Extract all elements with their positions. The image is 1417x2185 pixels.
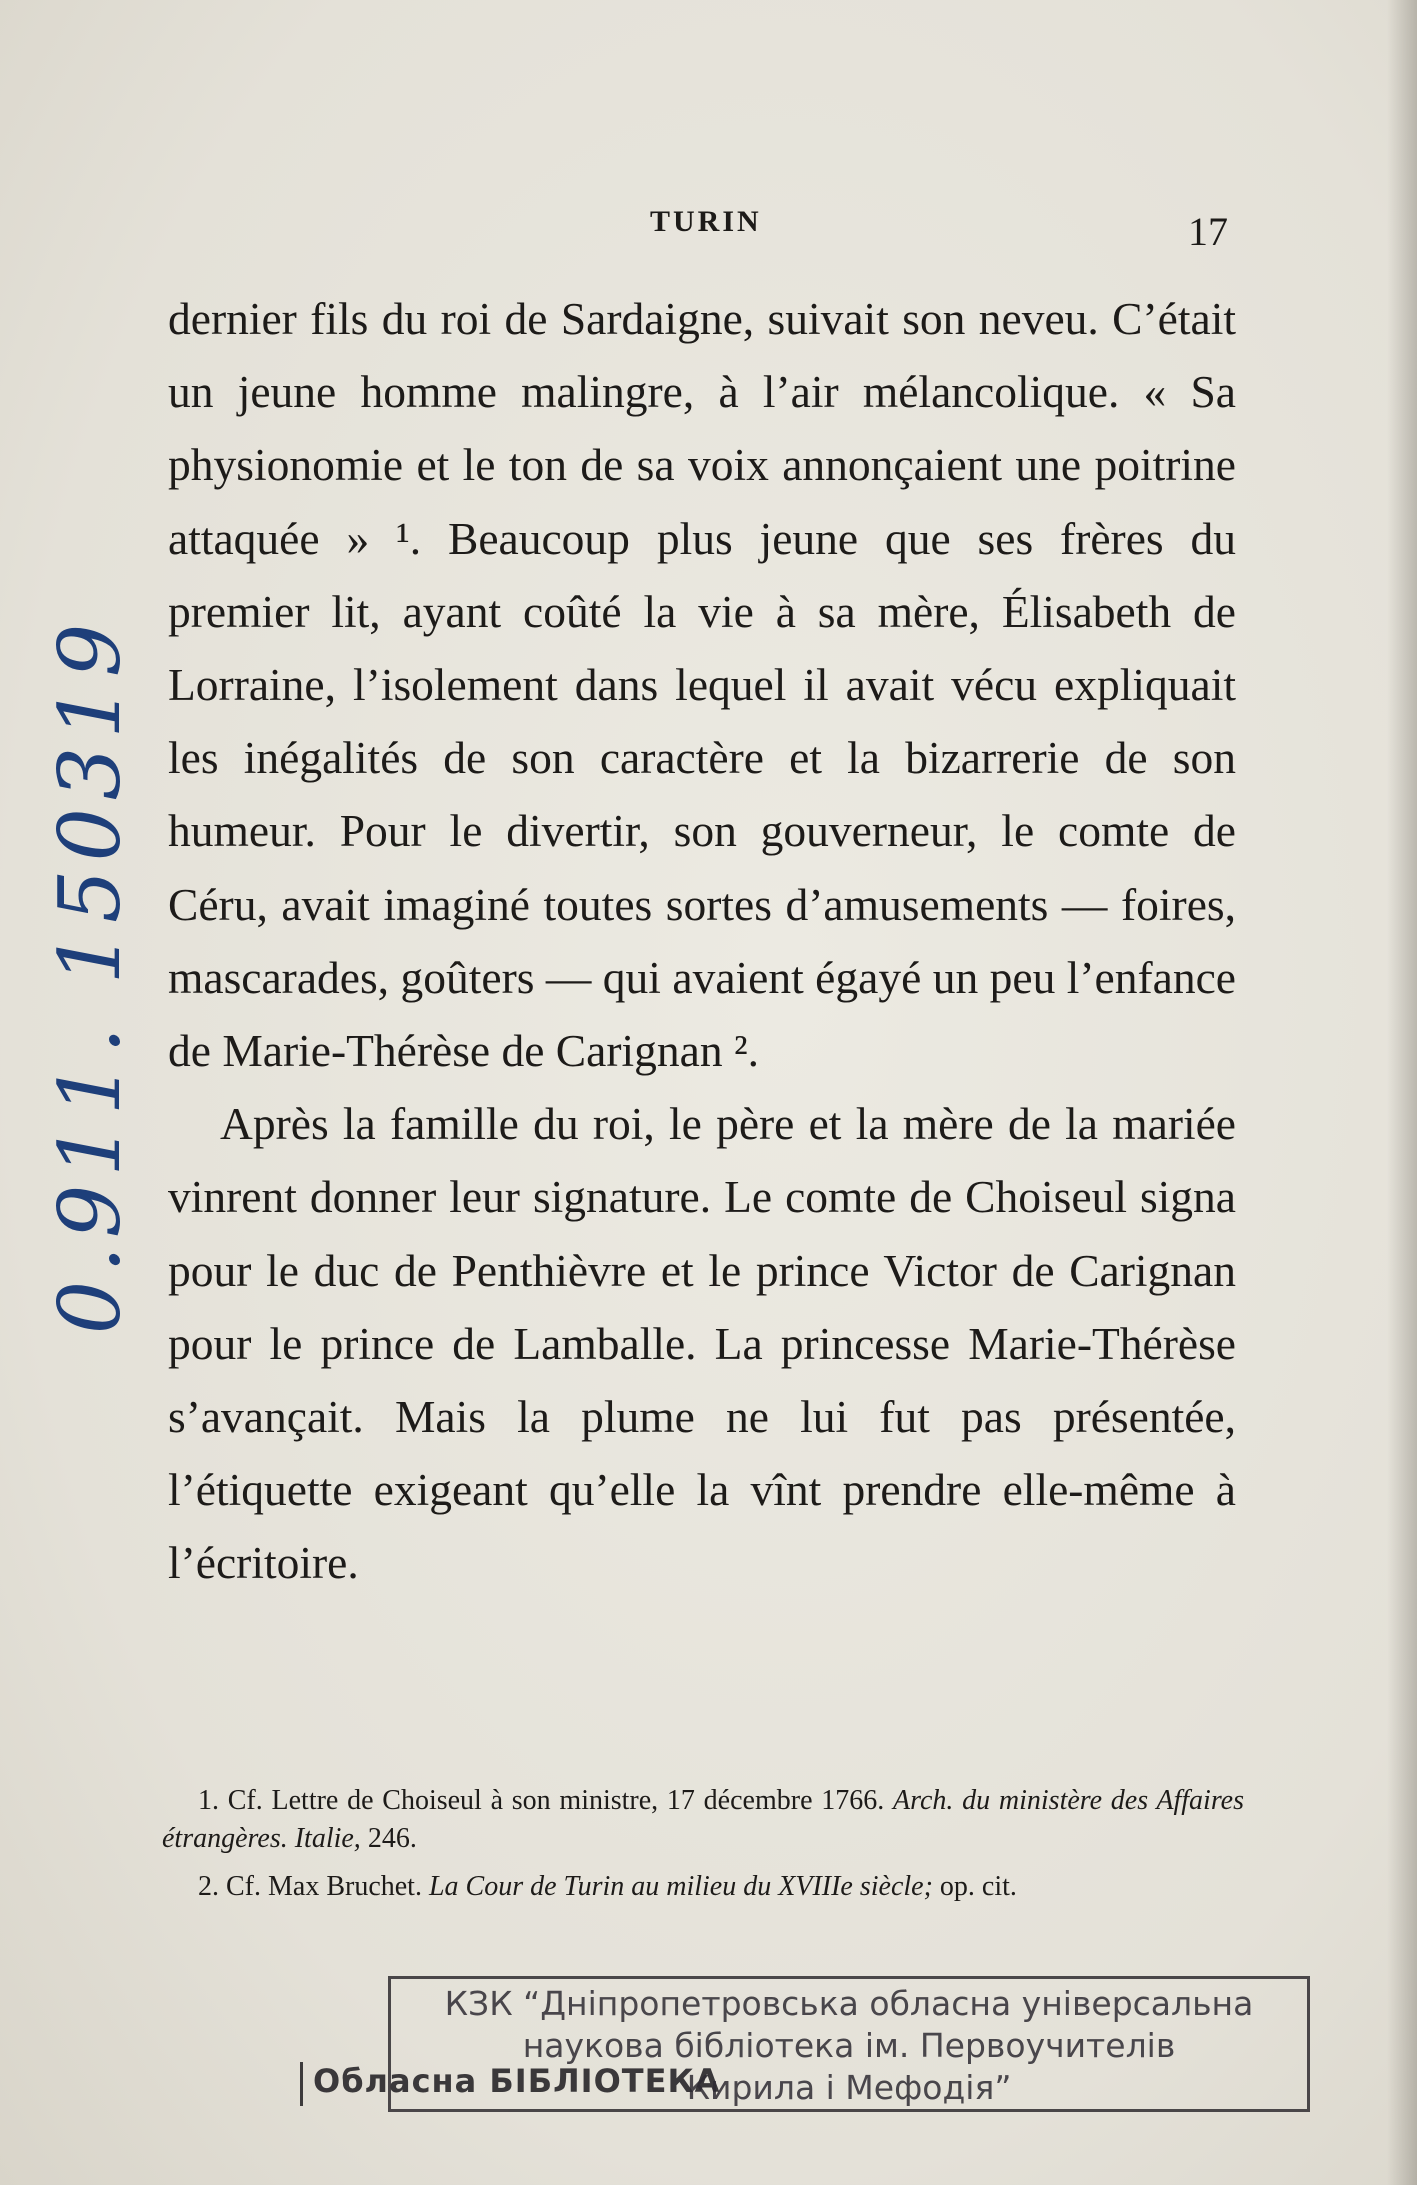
body-text bbox=[168, 282, 1236, 1600]
stamp-line-2: наукова бібліотека ім. Первоучителів bbox=[522, 2026, 1176, 2065]
paragraph-1: dernier fils du roi de Sardaigne, suivait son neveu. C’était un jeune homme malingre, à l’air mélancolique. « Sa physionomie et le ton de sa voix annonçaient une poitrine attaquée » ¹. Beaucoup plus jeune que ses frères du premier lit, ayant coûté la vie à sa mère, Élisabeth de Lorraine, l’isolement dans lequel il avait vécu expliquait les inégalités de son caractère et la bizarrerie de son humeur. Pour le divertir, son gouverneur, le comte de Céru, avait imaginé toutes sortes d’amusements — foires, mascarades, goûters — qui avaient égayé un peu l’enfance de Marie-Thérèse de Carignan ². bbox=[168, 293, 1236, 1077]
running-head: TURIN bbox=[650, 205, 762, 238]
footnote-2 bbox=[162, 1868, 1244, 1906]
stamp-line-3: Кирила і Мефодія” bbox=[686, 2068, 1012, 2107]
margin-handwritten-note bbox=[20, 615, 160, 1335]
handwritten-inventory-number: 0.911. 150319 bbox=[41, 615, 139, 1335]
footnote-1 bbox=[162, 1782, 1244, 1858]
footnote-2-italic: La Cour de Turin au milieu du XVIIIe siècle; bbox=[428, 1871, 933, 1902]
library-ownership-mark: Обласна БІБЛІОТЕКА bbox=[300, 2062, 793, 2106]
paragraph-2: Après la famille du roi, le père et la mère de la mariée vinrent donner leur signature. Le comte de Choiseul signa pour le duc de Penthièvre et le prince Victor de Carignan pour le prince de Lamballe. La princesse Marie-Thérèse s’avançait. Mais la plume ne lui fut pas présentée, l’étiquette exigeant qu’elle la vînt prendre elle-même à l’écritoire. bbox=[168, 1098, 1236, 1589]
footnote-1-italic: Arch. du ministère des Affaires étrangères. Italie, bbox=[162, 1785, 1245, 1854]
footnote-2-lead: 2. Cf. Max Bruchet. bbox=[198, 1871, 429, 1902]
footnote-1-lead: 1. Cf. Lettre de Choiseul à son ministre, 17 décembre 1766. bbox=[198, 1785, 893, 1816]
footnote-2-tail: op. cit. bbox=[932, 1871, 1017, 1902]
library-stamp bbox=[388, 1976, 1310, 2112]
footnotes bbox=[162, 1782, 1244, 1916]
page-edge-shadow bbox=[1387, 0, 1417, 2185]
footnote-1-tail: 246. bbox=[360, 1823, 417, 1854]
page-number: 17 bbox=[1188, 209, 1228, 254]
stamp-line-1: КЗК “Дніпропетровська обласна універсальна bbox=[444, 1984, 1254, 2023]
